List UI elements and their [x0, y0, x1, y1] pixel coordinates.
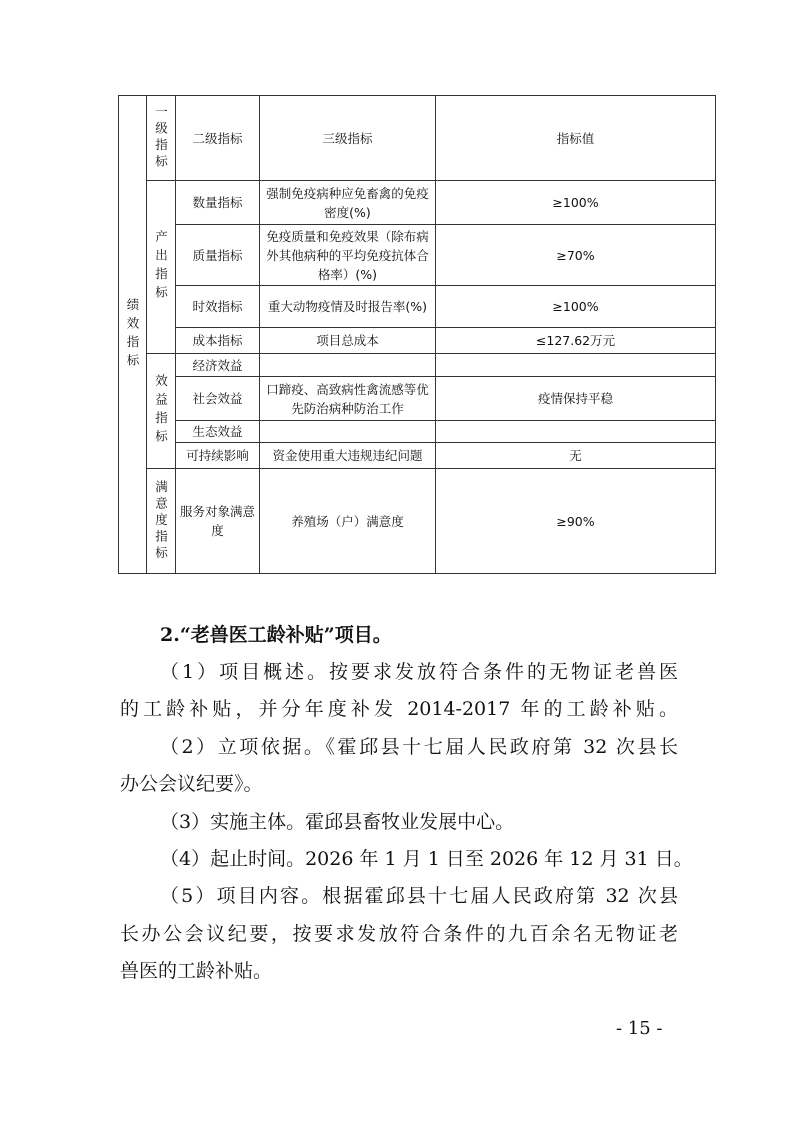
header-level1: [146, 95, 176, 181]
table-cell-l2: 成本指标: [175, 327, 260, 354]
table-cell-l2: 经济效益: [175, 353, 260, 377]
table-cell-value: [435, 420, 716, 443]
body-line: 长办公会议纪要，按要求发放符合条件的九百余名无物证老: [120, 923, 678, 945]
table-cell-l2: 质量指标: [175, 224, 260, 286]
header-level3: 三级指标: [259, 95, 436, 181]
body-line: （5）项目内容。根据霍邱县十七届人民政府第 32 次县: [160, 885, 678, 907]
body-line: （4）起止时间。2026 年 1 月 1 日至 2026 年 12 月 31 日。: [160, 848, 693, 870]
table-cell-l2: 社会效益: [175, 376, 260, 421]
table-cell-l2: 时效指标: [175, 285, 260, 328]
table-cell-l3: 重大动物疫情及时报告率(%): [259, 285, 436, 328]
table-cell-l2: 服务对象满意度: [175, 468, 260, 574]
table-cell-value: ≤127.62万元: [435, 327, 716, 354]
group-cell: [118, 95, 147, 574]
benefit-label: 效益指标: [153, 374, 169, 448]
table-cell-l3: [259, 353, 436, 377]
body-line: （2）立项依据。《霍邱县十七届人民政府第 32 次县长: [160, 736, 678, 758]
header-level2: 二级指标: [175, 95, 260, 181]
body-line: 兽医的工龄补贴。: [120, 960, 273, 982]
output-label: 产出指标: [153, 230, 169, 304]
section-heading: 2.“老兽医工龄补贴”项目。: [160, 624, 392, 646]
table-cell-value: ≥100%: [435, 180, 716, 225]
page-number: - 15 -: [616, 1018, 663, 1039]
table-cell-l3: 项目总成本: [259, 327, 436, 354]
table-cell-value: ≥100%: [435, 285, 716, 328]
table-cell-l3: 免疫质量和免疫效果（除布病外其他病种的平均免疫抗体合格率）(%): [259, 224, 436, 286]
body-line: （3）实施主体。霍邱县畜牧业发展中心。: [160, 811, 515, 833]
body-line: 办公会议纪要》。: [120, 773, 263, 795]
body-line: （1）项目概述。按要求发放符合条件的无物证老兽医: [160, 661, 678, 683]
satisfaction-label-cell: [146, 468, 176, 574]
header-value: 指标值: [435, 95, 716, 181]
header-level1-text: 一级指标: [153, 105, 169, 171]
body-line: 的工龄补贴，并分年度补发 2014-2017 年的工龄补贴。: [120, 698, 678, 720]
satisfaction-label: 满意度指标: [153, 479, 169, 563]
table-cell-l2: 数量指标: [175, 180, 260, 225]
table-cell-l2: 可持续影响: [175, 442, 260, 469]
table-cell-value: 疫情保持平稳: [435, 376, 716, 421]
group-label: 绩效指标: [125, 297, 140, 372]
table-cell-l3: 口蹄疫、高致病性禽流感等优先防治病种防治工作: [259, 376, 436, 421]
table-cell-l3: 强制免疫病种应免畜禽的免疫密度(%): [259, 180, 436, 225]
table-cell-value: ≥70%: [435, 224, 716, 286]
table-cell-l3: 资金使用重大违规违纪问题: [259, 442, 436, 469]
benefit-label-cell: [146, 353, 176, 469]
table-cell-l3: [259, 420, 436, 443]
table-cell-value: [435, 353, 716, 377]
table-cell-value: ≥90%: [435, 468, 716, 574]
output-label-cell: [146, 180, 176, 354]
table-cell-l2: 生态效益: [175, 420, 260, 443]
table-cell-l3: 养殖场（户）满意度: [259, 468, 436, 574]
table-cell-value: 无: [435, 442, 716, 469]
